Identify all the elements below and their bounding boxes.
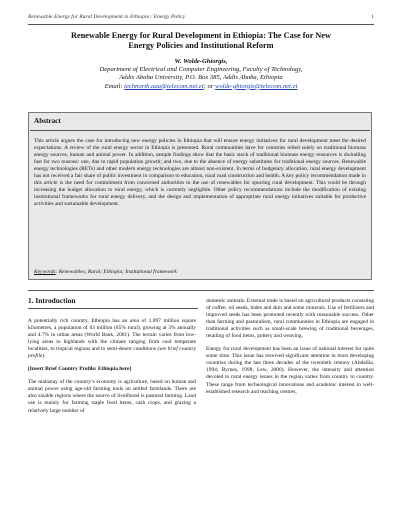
affiliation-line-2: Addis Ababa University, P.O. Box 385, Addis Ababa, Ethiopia bbox=[119, 74, 283, 82]
intro-paragraph-3: domestic animals. External trade is based on agricultural products consisting of coffee, oil seeds, hides and skin and some minerals. Use of fertilizers and improved seeds has been promoted recently with reasonable success. Other than farming and pastoralism, rural communities in Ethiopia are engaged in traditional activities such as small-scale brewing of traditional beverages, retailing of food items, pottery and weaving. bbox=[206, 298, 374, 340]
left-column bbox=[28, 318, 196, 421]
abstract-rule bbox=[30, 130, 370, 131]
email-label: Email: bbox=[104, 82, 123, 90]
keywords-line bbox=[34, 269, 177, 275]
intro-paragraph-2: The mainstay of the country’s economy is agriculture, based on human and animal power using age-old farming tools on settled farmlands. There are also sizable regions where the source of livelihood is pastoral farming. Land use is mainly for farming staple food items, cash crops, and grazing a relatively large number of bbox=[28, 379, 196, 414]
paper-title: Renewable Energy for Rural Development in Ethiopia: The Case for New Energy Policies and Institutional Reform bbox=[71, 31, 331, 51]
intro-paragraph-1: A potentially rich country, Ethiopia has an area of 1.097 million square kilometres, a population of 63 million (85% rural), growing at 3% annually and 4.7% in urban areas (World Bank, 2001). The terrain varies from low-lying areas to highlands with the climate ranging from cool temperate localities, to tropical regions and to semi-desert conditions (see brief country profile). bbox=[28, 318, 196, 360]
email-link-1[interactable]: technorth.aau@telecom.net.et bbox=[124, 82, 204, 90]
running-header bbox=[28, 14, 374, 20]
right-column bbox=[206, 298, 374, 402]
country-profile-reference: (see brief country profile). bbox=[28, 346, 196, 360]
email-link-2[interactable]: wolde-ghiorgis@telecom.net.et bbox=[215, 82, 298, 90]
section-rule-bottom bbox=[28, 308, 198, 309]
author-name: W. Wolde-Ghiorgis, bbox=[174, 58, 228, 65]
email-line bbox=[40, 83, 362, 91]
keywords-label: Keywords bbox=[34, 269, 56, 275]
header-rule bbox=[28, 24, 374, 25]
section-heading: 1. Introduction bbox=[28, 296, 76, 305]
author-block bbox=[40, 58, 362, 91]
running-title: Renewable Energy for Rural Development in Ethiopia / Energy Policy bbox=[28, 14, 186, 20]
abstract-heading: Abstract bbox=[34, 117, 61, 125]
keywords-list: : Renewables; Rural; Ethiopia; Institutional framework bbox=[55, 269, 177, 275]
abstract-text: This article argues the case for introducing new energy policies in Ethiopia that will ensure energy initiatives for rural development meet the desired expectations. A review of the rural energy sector in Ethiopia is presented. Rural communities have for centuries relied solely on traditional biomass energy sources, human and animal power. In addition, sample findings show that the basic stock of traditional biomass energy resources is dwindling fast for two reasons: one, due to rapid population growth; and two, due to the absence of energy substitutes for traditional energy sources. Renewable energy technologies (RETs) and other modern energy technologies are almost non-existent. In terms of budgetary allocation, rural energy development has not received a fair share of public investment in comparison to education, rural road construction and health. A key policy recommendation made in this article is the need for commitment from concerned authorities to the use of renewables for spurring rural development. This could be through increasing the budget allocation to rural energy, which is currently negligible. Other policy recommendations include the modification of existing institutional frameworks for rural energy delivery, and the design and implementation of appropriate rural energy initiatives suitable for productive activities and sustainable development. bbox=[34, 138, 366, 207]
intro-paragraph-4: Energy for rural development has been an issue of national interest for quite some time. This issue has received significant attention in most developing countries during the last three decades of the twentieth century (Abdallia, 1994; Byrnes, 1998; Lew, 2000). However, the intensity and attention devoted to rural energy issues in the region varies from country to country. These range from technological innovations and academic interest in well-established research and teaching centres, bbox=[206, 346, 374, 395]
insert-country-profile: [Insert Brief Country Profile: Ethiopia here] bbox=[28, 366, 132, 373]
email-separator: ; or bbox=[203, 82, 214, 90]
page-number: 1 bbox=[371, 14, 374, 20]
section-rule-top bbox=[28, 290, 374, 291]
affiliation-line-1: Department of Electrical and Computer Engineering, Faculty of Technology, bbox=[99, 66, 303, 74]
